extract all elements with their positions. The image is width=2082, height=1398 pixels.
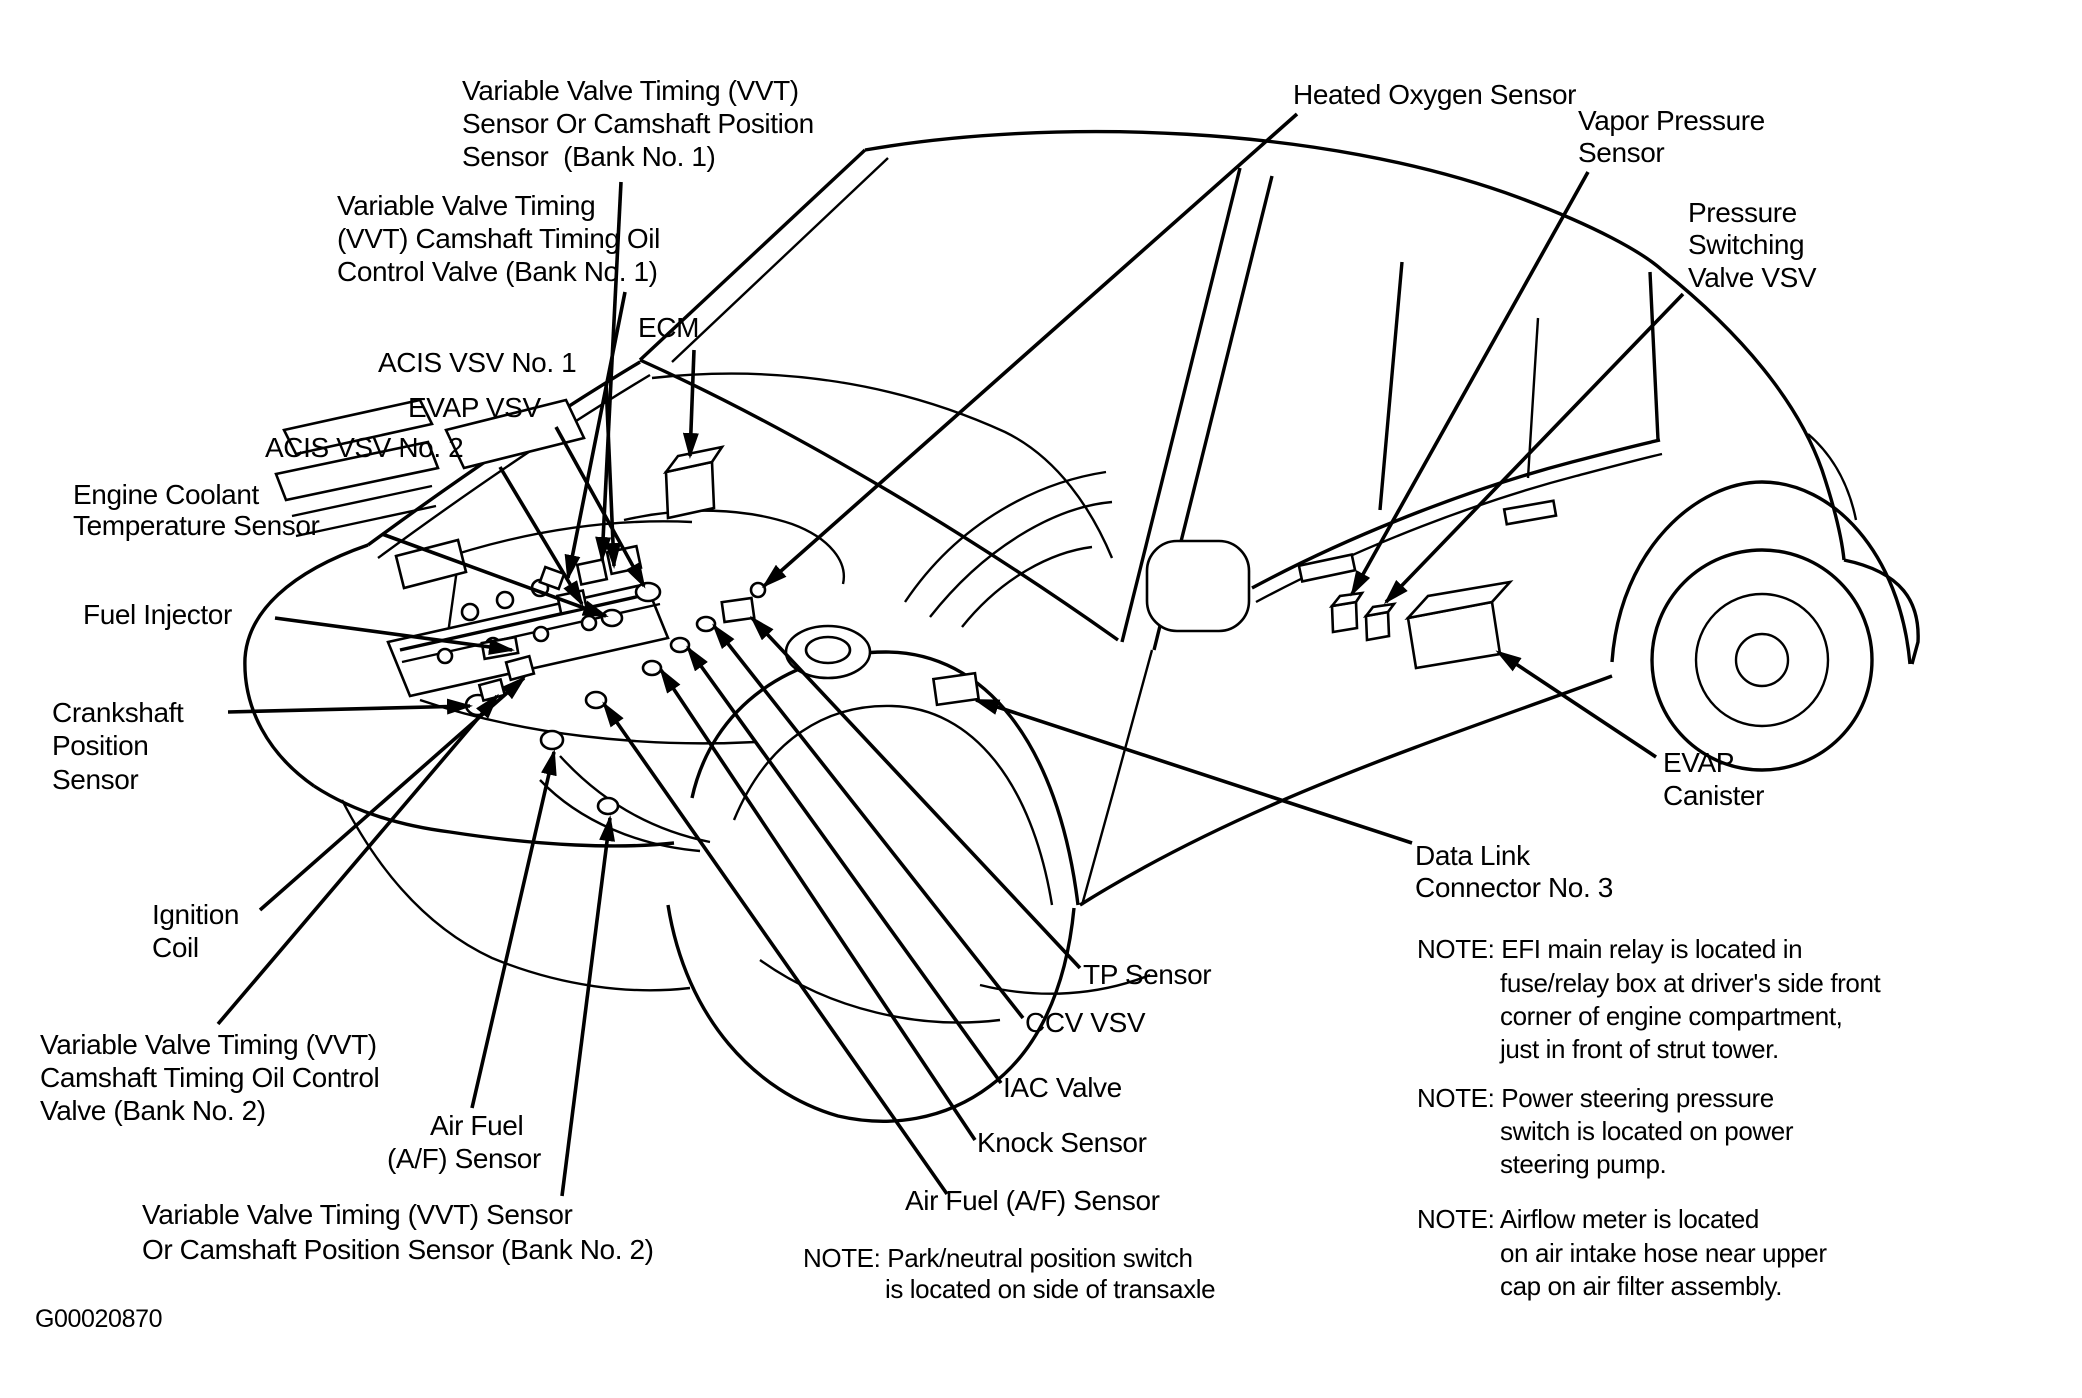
callout-vvt-valve-bank2-line1: Variable Valve Timing (VVT) (40, 1029, 377, 1060)
leader-vvt-valve-bank2 (218, 696, 497, 1024)
callout-ccv-vsv: CCV VSV (1025, 1007, 1146, 1038)
throttle-body-part (722, 598, 754, 622)
callout-vvt-sensor-bank2-line1: Variable Valve Timing (VVT) Sensor (142, 1199, 573, 1230)
leader-iac-valve (688, 648, 1001, 1083)
fuel-injector-part (582, 616, 596, 630)
ecm-box (666, 447, 722, 518)
callout-coolant-temp-line1: Engine Coolant (73, 479, 259, 510)
leader-evap-canister (1498, 652, 1656, 757)
callout-crankshaft-line3: Sensor (52, 764, 139, 795)
leader-vvt-sensor-bank2 (562, 818, 610, 1196)
callout-acis-vsv-no2: ACIS VSV No. 2 (265, 432, 464, 463)
callout-vvt-sensor-bank1-line1: Variable Valve Timing (VVT) (462, 75, 799, 106)
callout-vapor-pressure-line1: Vapor Pressure (1578, 105, 1765, 136)
callout-pressure-switching-line1: Pressure (1688, 197, 1797, 228)
callout-iac-valve: IAC Valve (1003, 1072, 1122, 1103)
note-airflow-line3: cap on air filter assembly. (1500, 1271, 1783, 1301)
note-power-steering-line2: switch is located on power (1500, 1116, 1794, 1146)
fuel-injector-part (534, 627, 548, 641)
callout-vvt-valve-bank1-line1: Variable Valve Timing (337, 190, 596, 221)
fuel-injector-part (438, 649, 452, 663)
callout-evap-canister-line1: EVAP (1663, 747, 1735, 778)
callout-air-fuel-left-line1: Air Fuel (430, 1110, 524, 1141)
callout-ignition-coil-line1: Ignition (152, 899, 240, 930)
evap-canister-part (1408, 582, 1510, 668)
note-airflow-line1: NOTE: Airflow meter is located (1417, 1204, 1759, 1234)
leader-ecm (690, 350, 694, 456)
callout-heated-oxygen: Heated Oxygen Sensor (1293, 79, 1577, 110)
leader-vapor-pressure (1352, 172, 1588, 594)
note-efi-relay-line1: NOTE: EFI main relay is located in (1417, 934, 1803, 964)
callout-vvt-valve-bank1-line3: Control Valve (Bank No. 1) (337, 256, 658, 287)
callout-pressure-switching-line2: Switching (1688, 229, 1805, 260)
callout-vvt-valve-bank2-line3: Valve (Bank No. 2) (40, 1095, 266, 1126)
callout-vvt-sensor-bank1-line2: Sensor Or Camshaft Position (462, 108, 814, 139)
callout-crankshaft-line1: Crankshaft (52, 697, 184, 728)
vapor-pressure-sensor-part (1332, 593, 1362, 632)
note-efi-relay-line3: corner of engine compartment, (1500, 1001, 1843, 1031)
callout-vvt-valve-bank1-line2: (VVT) Camshaft Timing Oil (337, 223, 660, 254)
callout-evap-vsv: EVAP VSV (408, 392, 541, 423)
callout-evap-canister-line2: Canister (1663, 780, 1765, 811)
rear-underbody-parts (1332, 582, 1510, 668)
note-power-steering-line3: steering pump. (1500, 1149, 1667, 1179)
callout-data-link-line1: Data Link (1415, 840, 1530, 871)
note-efi-relay-line2: fuse/relay box at driver's side front (1500, 968, 1881, 998)
callout-air-fuel-bottom: Air Fuel (A/F) Sensor (905, 1185, 1160, 1216)
callout-vvt-sensor-bank1-line3: Sensor (Bank No. 1) (462, 141, 716, 172)
note-efi-relay-line4: just in front of strut tower. (1500, 1034, 1779, 1064)
figure-id-code: G00020870 (35, 1305, 163, 1333)
note-park-neutral-line2: is located on side of transaxle (885, 1274, 1216, 1304)
leader-crankshaft (228, 706, 470, 712)
callout-coolant-temp-line2: Temperature Sensor (73, 510, 320, 541)
leader-heated-oxygen (764, 114, 1297, 586)
note-park-neutral-line1: NOTE: Park/neutral position switch (803, 1243, 1193, 1273)
leader-air-fuel-left (472, 752, 554, 1108)
data-link-connector-part (933, 673, 978, 705)
callout-fuel-injector: Fuel Injector (83, 599, 232, 630)
leader-pressure-switching (1386, 294, 1683, 602)
callout-pressure-switching-line3: Valve VSV (1688, 262, 1817, 293)
callout-knock-sensor: Knock Sensor (977, 1127, 1147, 1158)
note-labels (803, 934, 1882, 1304)
callout-data-link-line2: Connector No. 3 (1415, 872, 1613, 903)
note-airflow-line2: on air intake hose near upper (1500, 1238, 1827, 1268)
callout-air-fuel-left-line2: (A/F) Sensor (387, 1143, 541, 1174)
callout-vvt-valve-bank2-line2: Camshaft Timing Oil Control (40, 1062, 380, 1093)
callout-ignition-coil-line2: Coil (152, 932, 199, 963)
callout-vvt-sensor-bank2-line2: Or Camshaft Position Sensor (Bank No. 2) (142, 1234, 654, 1265)
callout-crankshaft-line2: Position (52, 730, 149, 761)
leader-air-fuel-bottom (604, 704, 947, 1194)
leader-data-link (976, 700, 1412, 843)
note-power-steering-line1: NOTE: Power steering pressure (1417, 1083, 1774, 1113)
callout-vapor-pressure-line2: Sensor (1578, 137, 1665, 168)
pressure-switching-valve-part (1366, 604, 1394, 640)
leader-tp-sensor (752, 618, 1080, 968)
callout-ecm: ECM (638, 312, 700, 343)
callout-tp-sensor: TP Sensor (1083, 959, 1212, 990)
leader-knock-sensor (661, 670, 975, 1140)
callout-acis-vsv-no1: ACIS VSV No. 1 (378, 347, 577, 378)
